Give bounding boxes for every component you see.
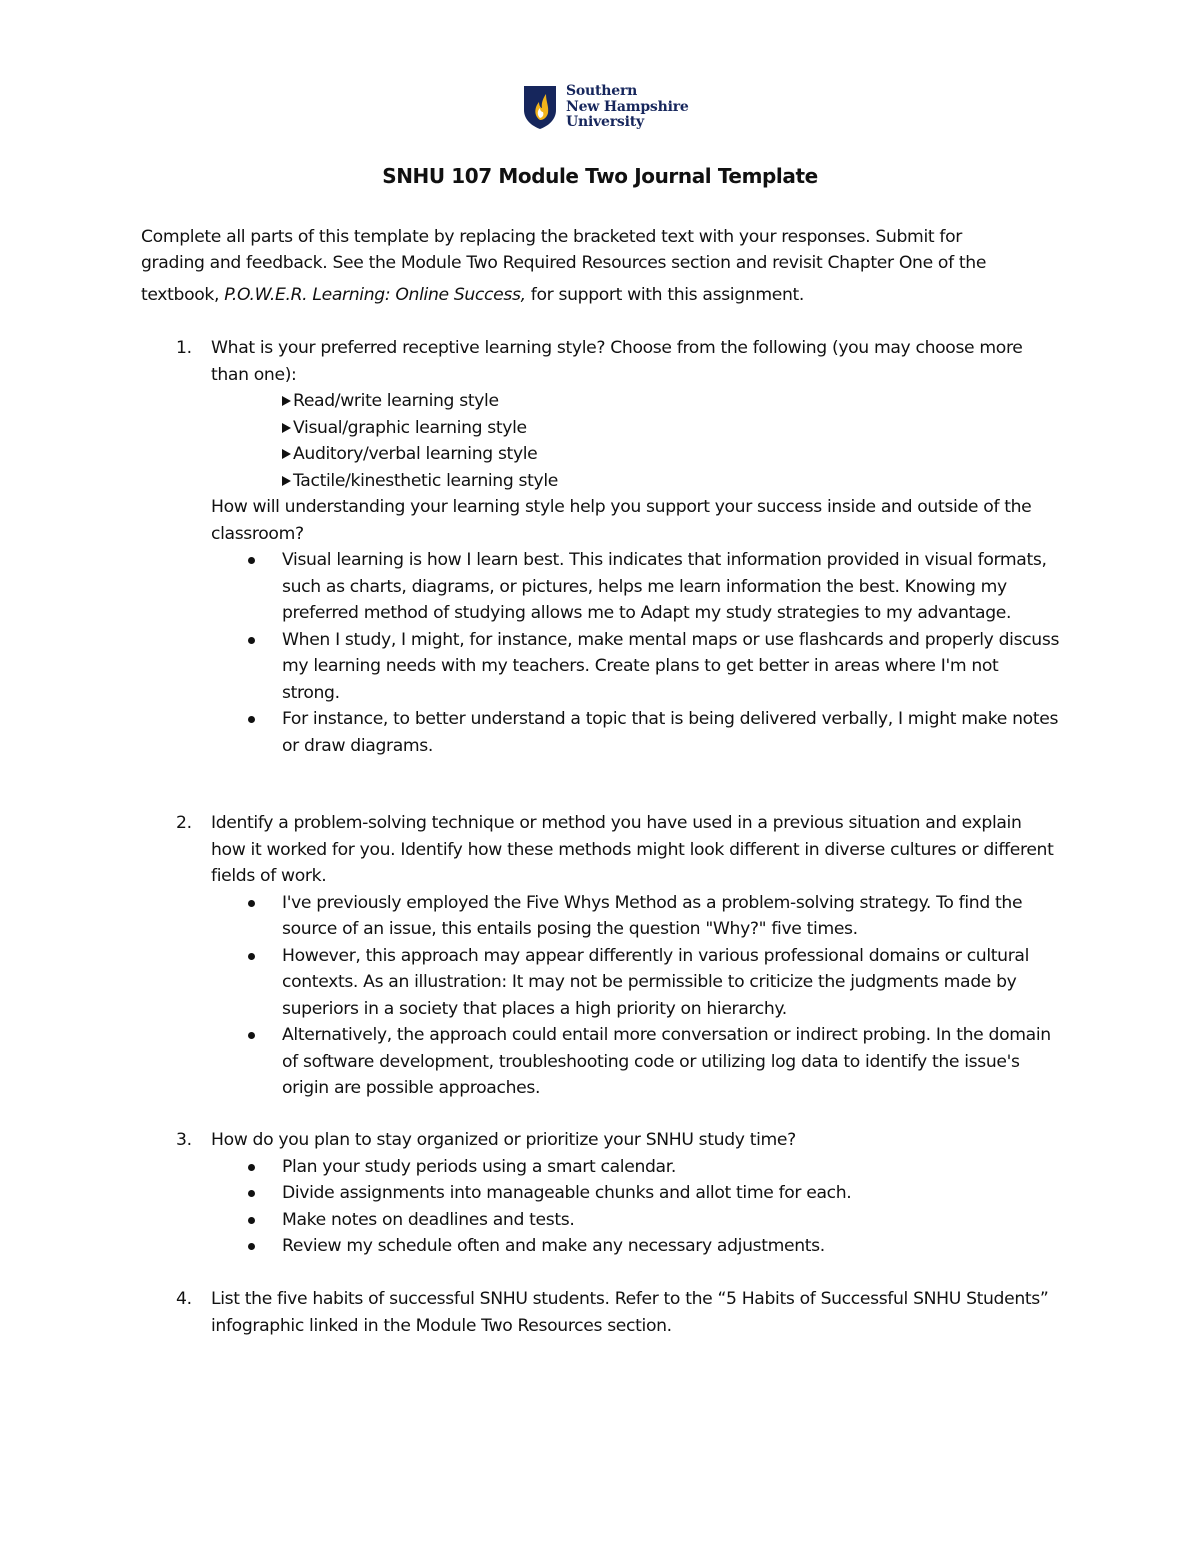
- logo-line-1: Southern: [566, 83, 638, 99]
- shield-flame-icon: [522, 84, 558, 130]
- arrow-icon: [282, 449, 291, 459]
- question-3: [141, 1127, 1061, 1260]
- question-prompt: List the five habits of successful SNHU students. Refer to the “5 Habits of Successful SNHU Students” infographic linked in the Module Two Resources section.: [211, 1289, 1049, 1336]
- intro-line-3: [141, 282, 1061, 308]
- question-4: [141, 1286, 1061, 1339]
- arrow-icon: [282, 423, 291, 433]
- bullet-icon: [248, 953, 255, 960]
- logo-line-2: New Hampshire: [566, 98, 689, 115]
- bullet-icon: [248, 1217, 255, 1224]
- intro-paragraph: [141, 224, 1061, 308]
- list-item: Visual/graphic learning style: [141, 415, 1061, 442]
- bullet-icon: [248, 1190, 255, 1197]
- bullet-icon: [248, 1243, 255, 1250]
- list-item: When I study, I might, for instance, make mental maps or use flashcards and properly discuss my learning needs with my teachers. Create plans to get better in areas where I'm not strong.: [141, 627, 1061, 707]
- question-prompt: How do you plan to stay organized or prioritize your SNHU study time?: [211, 1130, 796, 1150]
- document-title: SNHU 107 Module Two Journal Template: [382, 164, 818, 188]
- list-item: Visual learning is how I learn best. This indicates that information provided in visual formats, such as charts, diagrams, or pictures, helps me learn information the best. Knowing my preferred method of studying allows me to Adapt my study strategies to my advantage.: [141, 547, 1061, 627]
- question-2: [141, 810, 1061, 1102]
- list-item: Alternatively, the approach could entail more conversation or indirect probing. In the domain of software development, troubleshooting code or utilizing log data to identify the issue's origin are possible approaches.: [141, 1022, 1061, 1102]
- followup-question: How will understanding your learning style help you support your success inside and outside of the classroom?: [211, 497, 1032, 544]
- intro-text-pre: textbook,: [141, 285, 225, 305]
- intro-line-2: grading and feedback. See the Module Two Required Resources section and revisit Chapter One of the: [141, 253, 987, 273]
- logo-wordmark: [566, 84, 689, 131]
- answer-list: [141, 1154, 1061, 1260]
- bullet-icon: [248, 716, 255, 723]
- bullet-icon: [248, 637, 255, 644]
- list-item: Make notes on deadlines and tests.: [141, 1207, 1061, 1234]
- list-item: For instance, to better understand a topic that is being delivered verbally, I might make notes or draw diagrams.: [141, 706, 1061, 759]
- list-item: Tactile/kinesthetic learning style: [141, 468, 1061, 495]
- intro-text-post: for support with this assignment.: [525, 285, 804, 305]
- list-item: However, this approach may appear differently in various professional domains or cultural contexts. As an illustration: It may not be permissible to criticize the judgments made by superiors in a society that places a high priority on hierarchy.: [141, 943, 1061, 1023]
- question-number: 4.: [176, 1289, 192, 1309]
- university-logo: [522, 84, 692, 134]
- question-prompt: Identify a problem-solving technique or method you have used in a previous situation and explain how it worked for you. Identify how these methods might look different in diverse cultures or different fields of work.: [211, 813, 1054, 886]
- question-1: [141, 335, 1061, 759]
- list-item: Auditory/verbal learning style: [141, 441, 1061, 468]
- learning-style-list: [141, 388, 1061, 494]
- arrow-icon: [282, 476, 291, 486]
- list-item: Divide assignments into manageable chunks and allot time for each.: [141, 1180, 1061, 1207]
- intro-line-1: Complete all parts of this template by replacing the bracketed text with your responses. Submit for: [141, 227, 962, 247]
- question-number: 3.: [176, 1130, 192, 1150]
- list-item: Plan your study periods using a smart calendar.: [141, 1154, 1061, 1181]
- answer-list: [141, 890, 1061, 1102]
- bullet-icon: [248, 1164, 255, 1171]
- bullet-icon: [248, 900, 255, 907]
- textbook-title: P.O.W.E.R. Learning: Online Success,: [224, 285, 526, 305]
- answer-list: [141, 547, 1061, 759]
- logo-line-3: University: [566, 114, 644, 130]
- question-prompt: What is your preferred receptive learning style? Choose from the following (you may choose more than one):: [211, 338, 1023, 385]
- question-number: 2.: [176, 813, 192, 833]
- bullet-icon: [248, 1032, 255, 1039]
- list-item: Review my schedule often and make any necessary adjustments.: [141, 1233, 1061, 1260]
- question-number: 1.: [176, 338, 192, 358]
- list-item: I've previously employed the Five Whys Method as a problem-solving strategy. To find the source of an issue, this entails posing the question "Why?" five times.: [141, 890, 1061, 943]
- bullet-icon: [248, 557, 255, 564]
- arrow-icon: [282, 396, 291, 406]
- list-item: Read/write learning style: [141, 388, 1061, 415]
